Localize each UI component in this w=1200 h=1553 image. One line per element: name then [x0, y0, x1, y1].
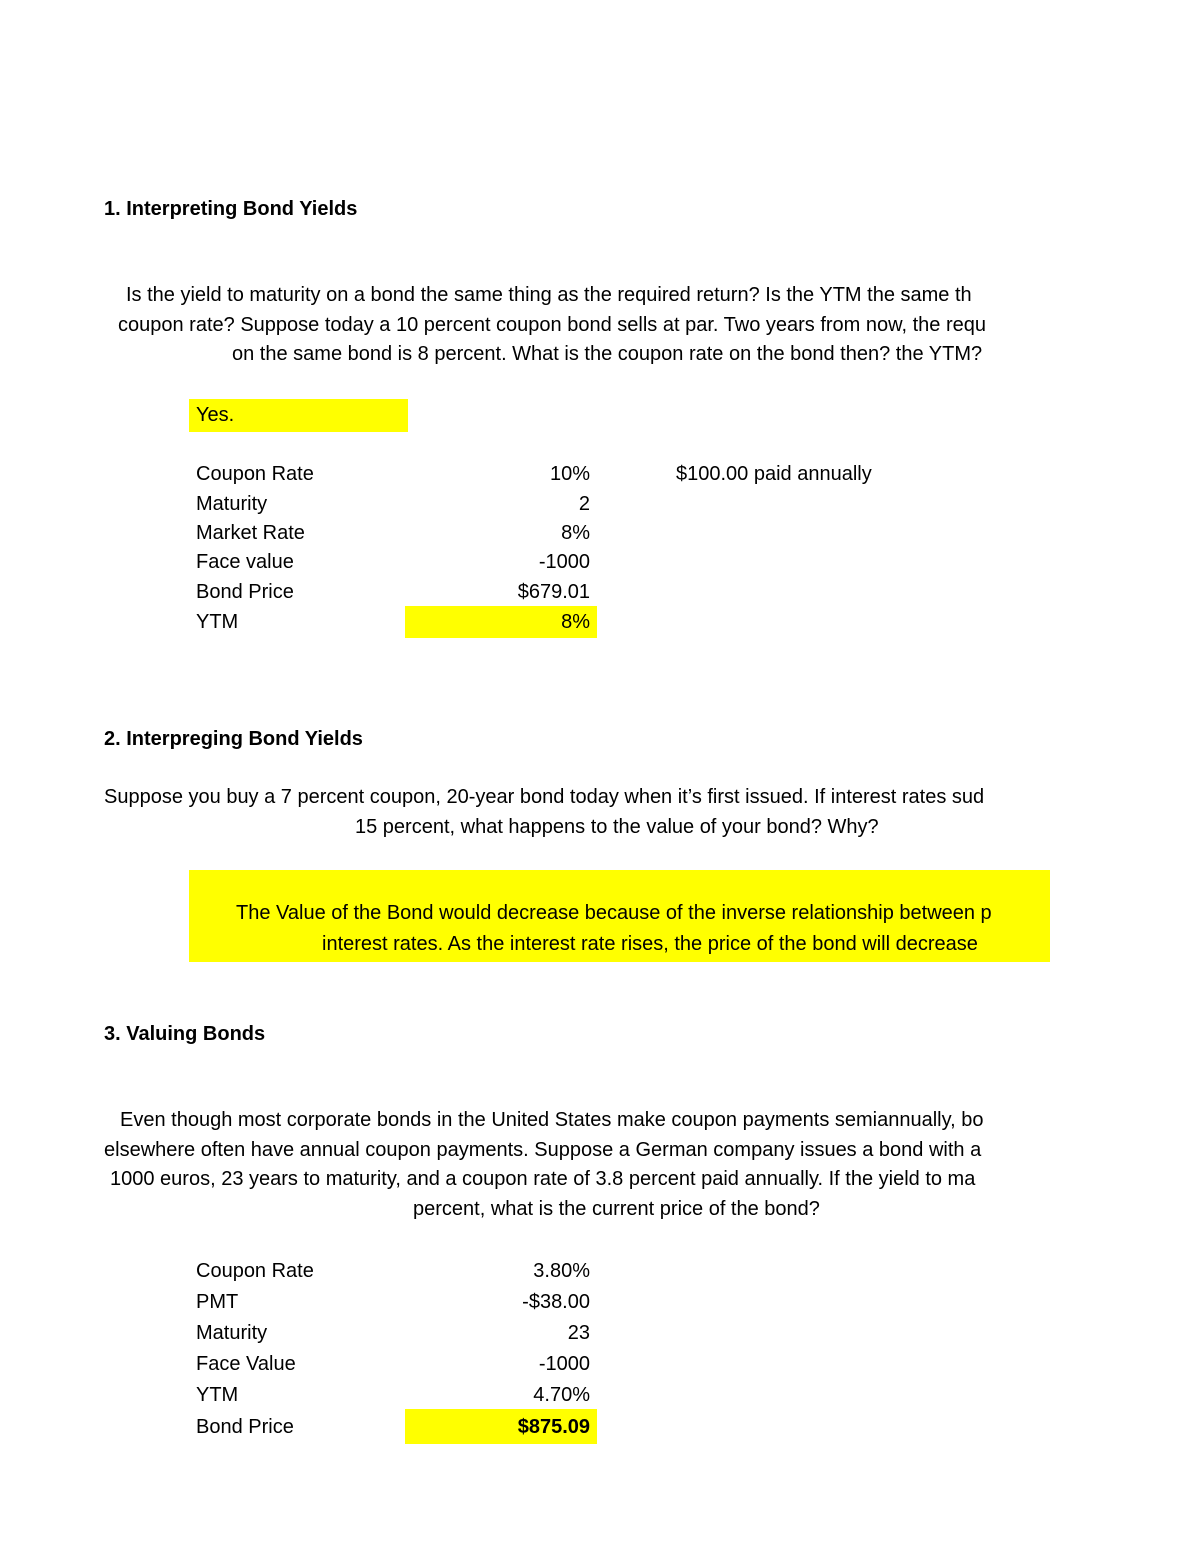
- q3-value-ytm: 4.70%: [533, 1384, 590, 1406]
- q3-label-bond-price: Bond Price: [196, 1416, 294, 1438]
- q1-label-maturity: Maturity: [196, 493, 268, 515]
- q1-value-market-rate: 8%: [561, 522, 590, 544]
- q3-value-pmt: -$38.00: [522, 1291, 590, 1313]
- q1-answer: Yes.: [196, 404, 235, 426]
- q1-value-ytm: 8%: [561, 611, 590, 633]
- q1-value-face-value: -1000: [538, 551, 590, 573]
- q2-question-line: Suppose you buy a 7 percent coupon, 20-year bond today when it’s first issued. If interest rates sud: [104, 786, 985, 808]
- q3-label-maturity: Maturity: [196, 1322, 268, 1344]
- q1-question-line: on the same bond is 8 percent. What is the coupon rate on the bond then? the YTM?: [232, 343, 983, 365]
- q2-answer-line: The Value of the Bond would decrease because of the inverse relationship between p: [236, 902, 992, 924]
- q3-label-ytm: YTM: [196, 1384, 239, 1406]
- q3-question-line: elsewhere often have annual coupon payments. Suppose a German company issues a bond with a: [104, 1139, 982, 1161]
- q1-label-ytm: YTM: [196, 611, 239, 633]
- q1-question-line: Is the yield to maturity on a bond the same thing as the required return? Is the YTM the same th: [126, 284, 972, 306]
- q1-question: [0, 284, 1050, 374]
- q3-value-maturity: 23: [567, 1322, 590, 1344]
- q3-question-line: percent, what is the current price of the bond?: [413, 1198, 820, 1220]
- q3-label-coupon-rate: Coupon Rate: [196, 1260, 314, 1282]
- q3-label-face-value: Face Value: [196, 1353, 296, 1375]
- q2-question: [0, 786, 1050, 846]
- q3-value-face-value: -1000: [538, 1353, 590, 1375]
- q2-answer: [0, 902, 1050, 962]
- q2-heading: 2. Interpreging Bond Yields: [104, 728, 363, 750]
- q1-value-coupon-rate: 10%: [549, 463, 590, 485]
- q1-note-coupon-payment: $100.00 paid annually: [676, 463, 872, 485]
- q1-label-face-value: Face value: [196, 551, 294, 573]
- q1-question-line: coupon rate? Suppose today a 10 percent coupon bond sells at par. Two years from now, the requ: [118, 314, 986, 336]
- q1-label-coupon-rate: Coupon Rate: [196, 463, 314, 485]
- q1-label-market-rate: Market Rate: [196, 522, 305, 544]
- q3-value-bond-price: $875.09: [517, 1416, 590, 1438]
- q3-heading: 3. Valuing Bonds: [104, 1023, 266, 1045]
- q3-label-pmt: PMT: [196, 1291, 239, 1313]
- q1-heading: 1. Interpreting Bond Yields: [104, 198, 358, 220]
- q3-question-line: 1000 euros, 23 years to maturity, and a coupon rate of 3.8 percent paid annually. If the yield to ma: [110, 1168, 976, 1190]
- q2-question-line: 15 percent, what happens to the value of your bond? Why?: [355, 816, 879, 838]
- q3-question: [0, 1109, 1050, 1229]
- q1-label-bond-price: Bond Price: [196, 581, 294, 603]
- q1-value-maturity: 2: [578, 493, 590, 515]
- q3-value-coupon-rate: 3.80%: [533, 1260, 590, 1282]
- q2-answer-line: interest rates. As the interest rate rises, the price of the bond will decrease: [322, 933, 978, 955]
- q1-value-bond-price: $679.01: [517, 581, 590, 603]
- q3-question-line: Even though most corporate bonds in the United States make coupon payments semiannually, bo: [120, 1109, 984, 1131]
